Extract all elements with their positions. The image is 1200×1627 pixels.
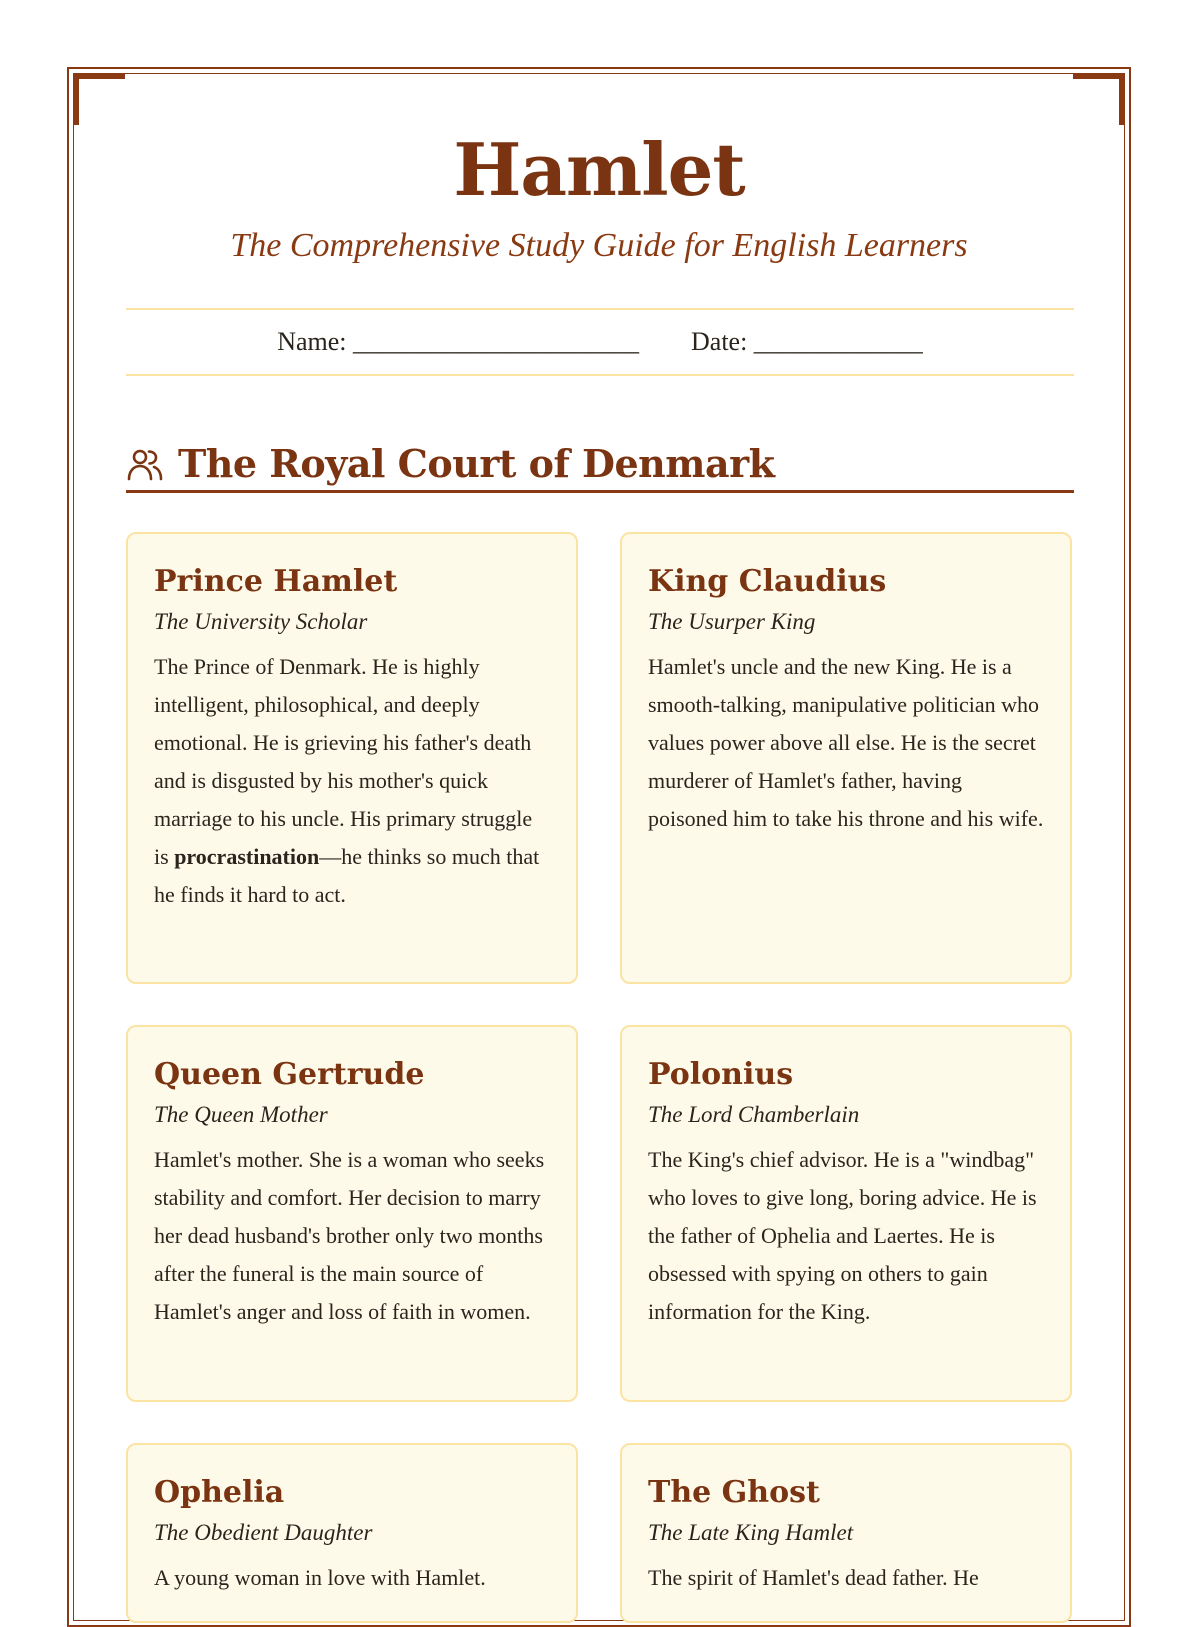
character-role: The Usurper King	[648, 609, 816, 634]
page-subtitle: The Comprehensive Study Guide for English Learners	[230, 227, 968, 264]
character-description: A young woman in love with Hamlet.	[154, 1565, 486, 1590]
character-card	[620, 1025, 1072, 1402]
name-date-row	[126, 308, 1074, 376]
character-card	[126, 1025, 578, 1402]
character-description: Hamlet's mother. She is a woman who seeks stability and comfort. Her decision to marry her dead husband's brother only two months after the funeral is the main source of Hamlet's anger and loss of faith in women.	[154, 1147, 545, 1324]
character-name: Queen Gertrude	[154, 1057, 425, 1092]
character-description: The King's chief advisor. He is a "windbag" who loves to give long, boring advice. He is the father of Ophelia and Laertes. He is obsessed with spying on others to gain information for the King.	[648, 1147, 1037, 1324]
character-name: The Ghost	[648, 1475, 820, 1510]
character-description: Hamlet's uncle and the new King. He is a smooth-talking, manipulative politician who values power above all else. He is the secret murderer of Hamlet's father, having poisoned him to take his throne and his wife.	[648, 654, 1044, 831]
page-title: Hamlet	[453, 127, 745, 212]
character-description: The Prince of Denmark. He is highly intelligent, philosophical, and deeply emotional. He is grieving his father's death and is disgusted by his mother's quick marriage to his uncle. His primary struggle is procrastination—he thinks so much that he finds it hard to act.	[154, 654, 540, 907]
character-role: The Lord Chamberlain	[648, 1102, 860, 1127]
character-name: Polonius	[648, 1057, 794, 1092]
character-card	[126, 1443, 578, 1623]
character-card	[126, 532, 578, 984]
character-role: The Queen Mother	[154, 1102, 328, 1127]
character-name: King Claudius	[648, 564, 887, 599]
name-field[interactable]: Name: ______________________	[277, 327, 639, 356]
character-role: The Late King Hamlet	[648, 1520, 854, 1545]
corner-ornament-top-left	[73, 73, 125, 125]
section-heading	[126, 437, 1074, 493]
character-description: The spirit of Hamlet's dead father. He	[648, 1565, 979, 1590]
corner-ornament-top-right	[1073, 73, 1125, 125]
character-card	[620, 1443, 1072, 1623]
date-field[interactable]: Date: _____________	[691, 327, 923, 356]
page-frame	[67, 67, 1131, 1627]
character-role: The University Scholar	[154, 609, 368, 634]
character-name: Ophelia	[154, 1475, 285, 1510]
section-title: The Royal Court of Denmark	[178, 440, 775, 486]
character-role: The Obedient Daughter	[154, 1520, 373, 1545]
character-name: Prince Hamlet	[154, 564, 398, 599]
document-header	[69, 125, 1129, 267]
users-icon	[126, 445, 164, 483]
character-card	[620, 532, 1072, 984]
